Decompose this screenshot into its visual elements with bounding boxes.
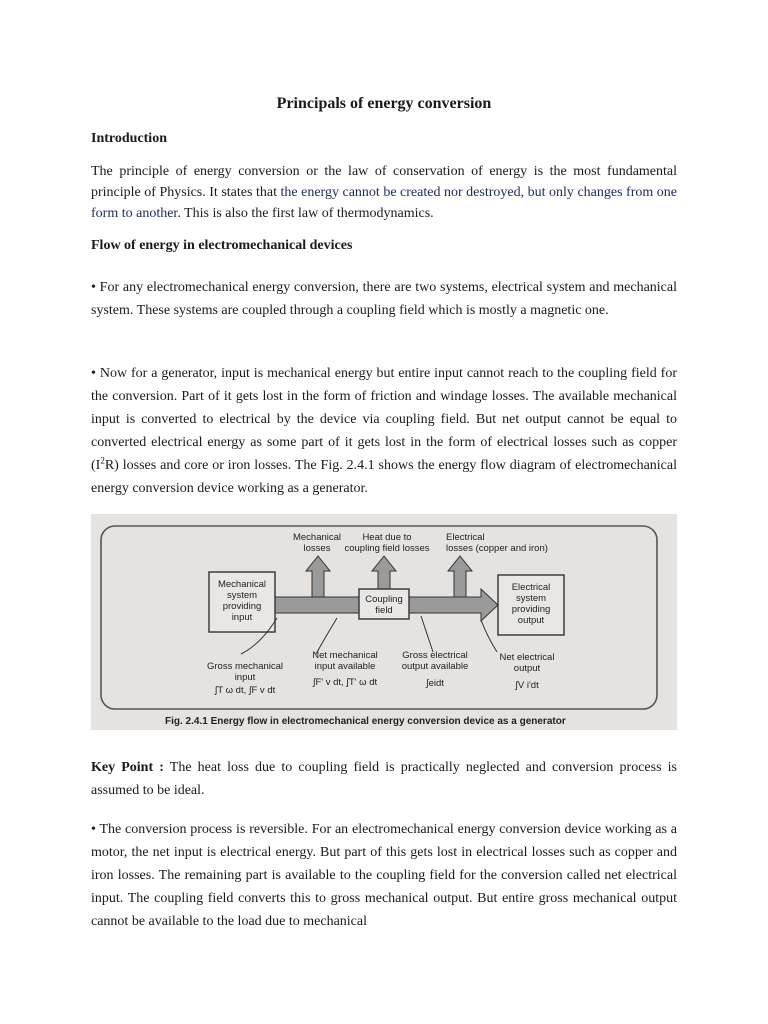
heat-loss-arrow <box>372 556 396 589</box>
net-elec-line-3: ∫V i'dt <box>515 680 539 691</box>
heat-line-2: coupling field losses <box>344 543 430 554</box>
superscript-two: 2 <box>100 455 105 466</box>
intro-heading: Introduction <box>91 131 167 146</box>
bullet2-text-b: R) losses and core or iron losses. The Fig. 2.4.1 shows the energy flow diagram of electromechanical energy conversion device working as a generator. <box>91 458 677 496</box>
intro-paragraph <box>91 161 677 224</box>
elec-losses-line-2: losses (copper and iron) <box>446 543 548 554</box>
gross-elec-line-3: ∫eidt <box>426 678 444 689</box>
mech-losses-line-1: Mechanical <box>292 532 342 543</box>
net-elec-line-1: Net electrical <box>499 652 555 663</box>
intro-text-a: The principle of energy conversion or the law of conservation of energy is the most fundamental principle of Physics. It states that <box>91 164 677 200</box>
elec-box-line-2: system <box>515 593 547 604</box>
bullet-paragraph-2 <box>91 362 677 500</box>
key-point-paragraph <box>91 756 677 802</box>
net-mech-line-1: Net mechanical <box>312 650 378 661</box>
elec-box-line-1: Electrical <box>511 582 551 593</box>
electrical-loss-arrow <box>448 556 472 597</box>
gross-mech-line-3: ∫T ω dt, ∫F v dt <box>214 685 276 696</box>
key-point-text: The heat loss due to coupling field is practically neglected and conversion process is assumed to be ideal. <box>91 760 677 798</box>
pointer-gross-electrical <box>421 616 433 652</box>
gross-elec-line-2: output available <box>401 661 469 672</box>
net-mech-line-3: ∫F' v dt, ∫T' ω dt <box>312 677 378 688</box>
bullet-paragraph-3: • The conversion process is reversible. For an electromechanical energy conversion device working as a motor, the net input is electrical energy. But part of this gets lost in electrical losses such as copper and iron losses. The remaining part is available to the coupling field for the conversion called net electrical input. The coupling field converts this to gross mechanical output. But entire gross mechanical output cannot be available to the load due to mechanical <box>91 822 677 929</box>
elec-box-line-4: output <box>517 615 545 626</box>
energy-flow-figure <box>91 514 677 730</box>
pointer-net-mechanical <box>316 618 337 654</box>
pointer-net-electrical <box>481 620 497 652</box>
mech-box-line-2: system <box>226 590 258 601</box>
flow-heading: Flow of energy in electromechanical devices <box>91 238 353 253</box>
page-title: Principals of energy conversion <box>276 95 492 112</box>
coupling-box-line-2: field <box>375 605 393 616</box>
heat-line-1: Heat due to <box>362 532 412 543</box>
elec-box-line-3: providing <box>511 604 551 615</box>
mech-box-line-4: input <box>231 612 253 623</box>
bullet-paragraph-1: • For any electromechanical energy conversion, there are two systems, electrical system and mechanical system. These systems are coupled through a coupling field which is mostly a magnetic one. <box>91 280 677 318</box>
energy-flow-diagram <box>91 514 677 730</box>
top-labels <box>293 532 548 554</box>
intro-link-text[interactable]: the energy cannot be created nor destroyed, but only changes from one form to another <box>91 185 678 221</box>
mech-box-line-3: providing <box>222 601 262 612</box>
elec-losses-line-1: Electrical <box>446 532 485 543</box>
gross-mech-line-2: input <box>234 672 256 683</box>
net-mech-line-2: input available <box>314 661 376 672</box>
figure-caption: Fig. 2.4.1 Energy flow in electromechanical energy conversion device as a generator <box>165 716 566 727</box>
bullet2-text-a: • Now for a generator, input is mechanical energy but entire input cannot reach to the coupling field for the conversion. Part of it gets lost in the form of friction and windage losses. The available mechanical input is converted to electrical by the device via coupling field. But net output cannot be equal to converted electrical energy as some part of it gets lost in the form of electrical losses such as copper (I <box>91 366 677 473</box>
gross-elec-line-1: Gross electrical <box>402 650 468 661</box>
intro-text-b: . This is also the first law of thermodynamics. <box>177 206 434 221</box>
net-elec-line-2: output <box>513 663 541 674</box>
mech-box-line-1: Mechanical <box>217 579 267 590</box>
mech-losses-line-2: losses <box>303 543 331 554</box>
bottom-labels <box>207 650 554 696</box>
key-point-label: Key Point : <box>91 760 164 775</box>
coupling-box-line-1: Coupling <box>365 594 403 605</box>
gross-mech-line-1: Gross mechanical <box>206 661 284 672</box>
mechanical-loss-arrow <box>306 556 330 597</box>
